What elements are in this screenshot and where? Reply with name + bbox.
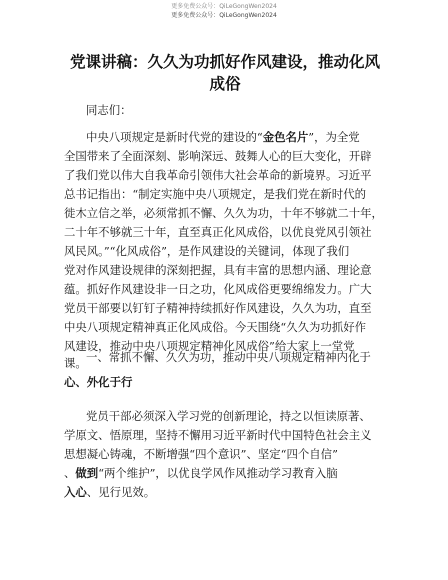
watermark-line-2: 更多免费公众号：QiLeGongWen2024 bbox=[171, 12, 277, 19]
text-run: ”，为全党 bbox=[308, 130, 360, 144]
text-run: 徙木立信之举，必须常抓不懈、久久为功，十年不够就二十年， bbox=[64, 206, 383, 220]
text-run: “两个维护”，以优良学风作风推动学习教育入脑 bbox=[98, 466, 338, 480]
greeting: 同志们： bbox=[86, 103, 132, 117]
text-run: 全国带来了全面深刻、影响深远、鼓舞人心的巨大变化，开辟 bbox=[64, 149, 372, 163]
text-run: 总书记指出：“制定实施中央八项规定，是我们党在新时代的 bbox=[64, 187, 366, 201]
text-run: 课。 bbox=[64, 356, 87, 370]
text-run: 二十年不够就三十年，直至真正化风成俗，以优良党风引领社 bbox=[64, 225, 372, 239]
watermark-line-1: 更多免费公众号：QiLeGongWen2024 bbox=[171, 3, 277, 10]
text-run: 中央八项规定精神真正化风成俗。今天围绕“久久为功抓好作 bbox=[64, 320, 366, 334]
p1-line bbox=[64, 356, 87, 370]
text-run: 党员干部要以钉钉子精神持续抓好作风建设，久久为功，直至 bbox=[64, 301, 372, 315]
p1-line bbox=[64, 149, 372, 163]
text-run: 党对作风建设规律的深刻把握，具有丰富的思想内涵、理论意 bbox=[64, 263, 372, 277]
bold-phrase: 金色名片 bbox=[262, 130, 309, 144]
p1-line bbox=[64, 206, 383, 220]
text-run: 、见行见效。 bbox=[86, 485, 156, 499]
bold-phrase: 入心 bbox=[64, 485, 87, 499]
text-run: 中央八项规定是新时代党的建设的“ bbox=[86, 130, 263, 144]
p1-line bbox=[64, 187, 366, 201]
text-run: 、 bbox=[64, 466, 76, 480]
text-run: 学原文、悟原理，坚持不懈用习近平新时代中国特色社会主义 bbox=[64, 428, 372, 442]
document-title-continued: 成俗 bbox=[209, 75, 241, 93]
p1-line bbox=[86, 130, 360, 144]
p1-line bbox=[64, 225, 372, 239]
p1-line bbox=[64, 168, 372, 182]
text-run: 风建设，推动中央八项规定精神化风成俗”给大家上一堂党 bbox=[64, 339, 355, 353]
p2-line bbox=[64, 428, 372, 442]
p1-line bbox=[64, 301, 372, 315]
p2-line bbox=[64, 447, 338, 461]
p1-line bbox=[64, 244, 349, 258]
p2-line bbox=[64, 466, 338, 480]
bold-phrase: 做到 bbox=[75, 466, 99, 480]
p1-line bbox=[64, 282, 372, 296]
p1-line bbox=[64, 263, 372, 277]
section-heading-1-continued: 心、外化于行 bbox=[64, 375, 133, 389]
p2-line bbox=[86, 409, 371, 423]
p1-line bbox=[64, 320, 366, 334]
section-heading-1: 一、常抓不懈、久久为功，推动中央八项规定精神内化于 bbox=[86, 350, 371, 364]
text-run: 思想凝心铸魂，不断增强“四个意识”、坚定“四个自信” bbox=[64, 447, 338, 461]
text-run: 蕴。抓好作风建设非一日之功，化风成俗更要绵绵发力。广大 bbox=[64, 282, 372, 296]
p2-line bbox=[64, 485, 155, 499]
text-run: 党员干部必须深入学习党的创新理论，持之以恒读原著、 bbox=[86, 409, 371, 423]
text-run: 了我们党以伟大自我革命引领伟大社会革命的新境界。习近平 bbox=[64, 168, 372, 182]
text-run: 风民风。”“化风成俗”，是作风建设的关键词，体现了我们 bbox=[64, 244, 350, 258]
document-title: 党课讲稿：久久为功抓好作风建设，推动化风 bbox=[69, 53, 380, 71]
